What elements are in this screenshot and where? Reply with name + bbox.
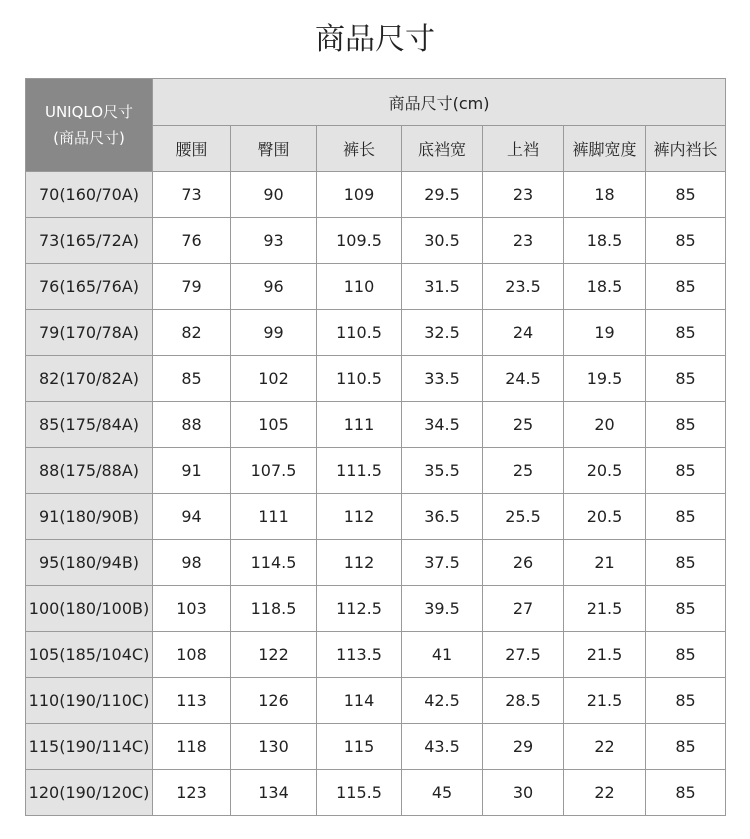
table-cell: 85 xyxy=(646,172,726,218)
row-size-label: 85(175/84A) xyxy=(26,402,153,448)
table-cell: 112 xyxy=(317,494,402,540)
table-cell: 91 xyxy=(153,448,231,494)
table-cell: 34.5 xyxy=(402,402,483,448)
table-cell: 28.5 xyxy=(483,678,564,724)
row-size-label: 76(165/76A) xyxy=(26,264,153,310)
table-cell: 115.5 xyxy=(317,770,402,816)
table-cell: 85 xyxy=(646,632,726,678)
table-cell: 112 xyxy=(317,540,402,586)
table-row xyxy=(26,218,726,264)
table-cell: 43.5 xyxy=(402,724,483,770)
table-cell: 123 xyxy=(153,770,231,816)
table-cell: 27.5 xyxy=(483,632,564,678)
table-cell: 134 xyxy=(231,770,317,816)
table-cell: 23 xyxy=(483,218,564,264)
table-cell: 107.5 xyxy=(231,448,317,494)
table-cell: 41 xyxy=(402,632,483,678)
table-cell: 30.5 xyxy=(402,218,483,264)
table-cell: 112.5 xyxy=(317,586,402,632)
table-row xyxy=(26,356,726,402)
row-size-label: 73(165/72A) xyxy=(26,218,153,264)
table-cell: 79 xyxy=(153,264,231,310)
table-cell: 20.5 xyxy=(564,494,646,540)
page-title: 商品尺寸 xyxy=(315,22,435,57)
table-cell: 21.5 xyxy=(564,678,646,724)
table-cell: 19.5 xyxy=(564,356,646,402)
corner-header-line1: UNIQLO尺寸 xyxy=(44,103,134,121)
row-size-label: 100(180/100B) xyxy=(26,586,153,632)
table-cell: 130 xyxy=(231,724,317,770)
table-row xyxy=(26,770,726,816)
table-cell: 23.5 xyxy=(483,264,564,310)
table-cell: 24 xyxy=(483,310,564,356)
table-cell: 37.5 xyxy=(402,540,483,586)
column-header: 裤脚宽度 xyxy=(564,126,646,172)
table-cell: 115 xyxy=(317,724,402,770)
table-cell: 29.5 xyxy=(402,172,483,218)
table-cell: 42.5 xyxy=(402,678,483,724)
table-cell: 21 xyxy=(564,540,646,586)
table-cell: 85 xyxy=(646,678,726,724)
table-cell: 23 xyxy=(483,172,564,218)
row-size-label: 91(180/90B) xyxy=(26,494,153,540)
table-row xyxy=(26,586,726,632)
table-cell: 85 xyxy=(646,356,726,402)
table-cell: 85 xyxy=(646,770,726,816)
table-cell: 45 xyxy=(402,770,483,816)
row-size-label: 79(170/78A) xyxy=(26,310,153,356)
table-cell: 110.5 xyxy=(317,356,402,402)
table-cell: 21.5 xyxy=(564,632,646,678)
table-cell: 113 xyxy=(153,678,231,724)
table-cell: 20.5 xyxy=(564,448,646,494)
table-cell: 26 xyxy=(483,540,564,586)
row-size-label: 88(175/88A) xyxy=(26,448,153,494)
table-cell: 29 xyxy=(483,724,564,770)
column-header: 臀围 xyxy=(231,126,317,172)
table-cell: 110 xyxy=(317,264,402,310)
table-cell: 73 xyxy=(153,172,231,218)
table-cell: 76 xyxy=(153,218,231,264)
table-cell: 111 xyxy=(317,402,402,448)
table-row xyxy=(26,402,726,448)
corner-header-line2: (商品尺寸) xyxy=(53,129,125,147)
table-cell: 85 xyxy=(153,356,231,402)
header-row-group xyxy=(26,79,726,126)
table-cell: 85 xyxy=(646,264,726,310)
table-cell: 82 xyxy=(153,310,231,356)
table-row xyxy=(26,632,726,678)
table-cell: 114 xyxy=(317,678,402,724)
table-cell: 21.5 xyxy=(564,586,646,632)
table-row xyxy=(26,448,726,494)
column-header: 裤长 xyxy=(317,126,402,172)
table-cell: 18 xyxy=(564,172,646,218)
row-size-label: 120(190/120C) xyxy=(26,770,153,816)
table-cell: 109.5 xyxy=(317,218,402,264)
table-cell: 110.5 xyxy=(317,310,402,356)
table-cell: 85 xyxy=(646,724,726,770)
table-cell: 30 xyxy=(483,770,564,816)
table-cell: 85 xyxy=(646,402,726,448)
table-cell: 105 xyxy=(231,402,317,448)
table-cell: 39.5 xyxy=(402,586,483,632)
table-cell: 118.5 xyxy=(231,586,317,632)
table-cell: 102 xyxy=(231,356,317,402)
table-cell: 108 xyxy=(153,632,231,678)
row-size-label: 95(180/94B) xyxy=(26,540,153,586)
table-cell: 103 xyxy=(153,586,231,632)
table-cell: 18.5 xyxy=(564,264,646,310)
table-cell: 111 xyxy=(231,494,317,540)
table-row xyxy=(26,724,726,770)
table-row xyxy=(26,540,726,586)
table-row xyxy=(26,264,726,310)
table-cell: 98 xyxy=(153,540,231,586)
table-cell: 25 xyxy=(483,402,564,448)
table-cell: 18.5 xyxy=(564,218,646,264)
table-cell: 85 xyxy=(646,448,726,494)
table-cell: 88 xyxy=(153,402,231,448)
table-cell: 114.5 xyxy=(231,540,317,586)
column-header: 底裆宽 xyxy=(402,126,483,172)
size-table xyxy=(25,78,726,816)
column-header: 裤内裆长 xyxy=(646,126,726,172)
table-row xyxy=(26,494,726,540)
row-size-label: 105(185/104C) xyxy=(26,632,153,678)
table-cell: 35.5 xyxy=(402,448,483,494)
table-cell: 85 xyxy=(646,218,726,264)
table-row xyxy=(26,310,726,356)
table-cell: 22 xyxy=(564,770,646,816)
table-cell: 20 xyxy=(564,402,646,448)
table-row xyxy=(26,172,726,218)
column-header: 上裆 xyxy=(483,126,564,172)
table-cell: 19 xyxy=(564,310,646,356)
table-cell: 90 xyxy=(231,172,317,218)
table-cell: 94 xyxy=(153,494,231,540)
table-cell: 126 xyxy=(231,678,317,724)
corner-header xyxy=(26,79,153,172)
table-cell: 22 xyxy=(564,724,646,770)
table-cell: 25.5 xyxy=(483,494,564,540)
table-cell: 85 xyxy=(646,310,726,356)
table-cell: 32.5 xyxy=(402,310,483,356)
table-cell: 111.5 xyxy=(317,448,402,494)
row-size-label: 110(190/110C) xyxy=(26,678,153,724)
group-header: 商品尺寸(cm) xyxy=(153,79,726,126)
table-cell: 99 xyxy=(231,310,317,356)
table-cell: 85 xyxy=(646,540,726,586)
table-cell: 109 xyxy=(317,172,402,218)
table-cell: 24.5 xyxy=(483,356,564,402)
table-cell: 122 xyxy=(231,632,317,678)
column-header: 腰围 xyxy=(153,126,231,172)
row-size-label: 70(160/70A) xyxy=(26,172,153,218)
table-cell: 27 xyxy=(483,586,564,632)
table-cell: 96 xyxy=(231,264,317,310)
table-cell: 85 xyxy=(646,586,726,632)
table-cell: 33.5 xyxy=(402,356,483,402)
table-cell: 113.5 xyxy=(317,632,402,678)
size-table-body xyxy=(26,172,726,816)
table-cell: 25 xyxy=(483,448,564,494)
row-size-label: 82(170/82A) xyxy=(26,356,153,402)
table-cell: 85 xyxy=(646,494,726,540)
table-row xyxy=(26,678,726,724)
table-cell: 31.5 xyxy=(402,264,483,310)
row-size-label: 115(190/114C) xyxy=(26,724,153,770)
table-cell: 118 xyxy=(153,724,231,770)
table-cell: 36.5 xyxy=(402,494,483,540)
table-cell: 93 xyxy=(231,218,317,264)
